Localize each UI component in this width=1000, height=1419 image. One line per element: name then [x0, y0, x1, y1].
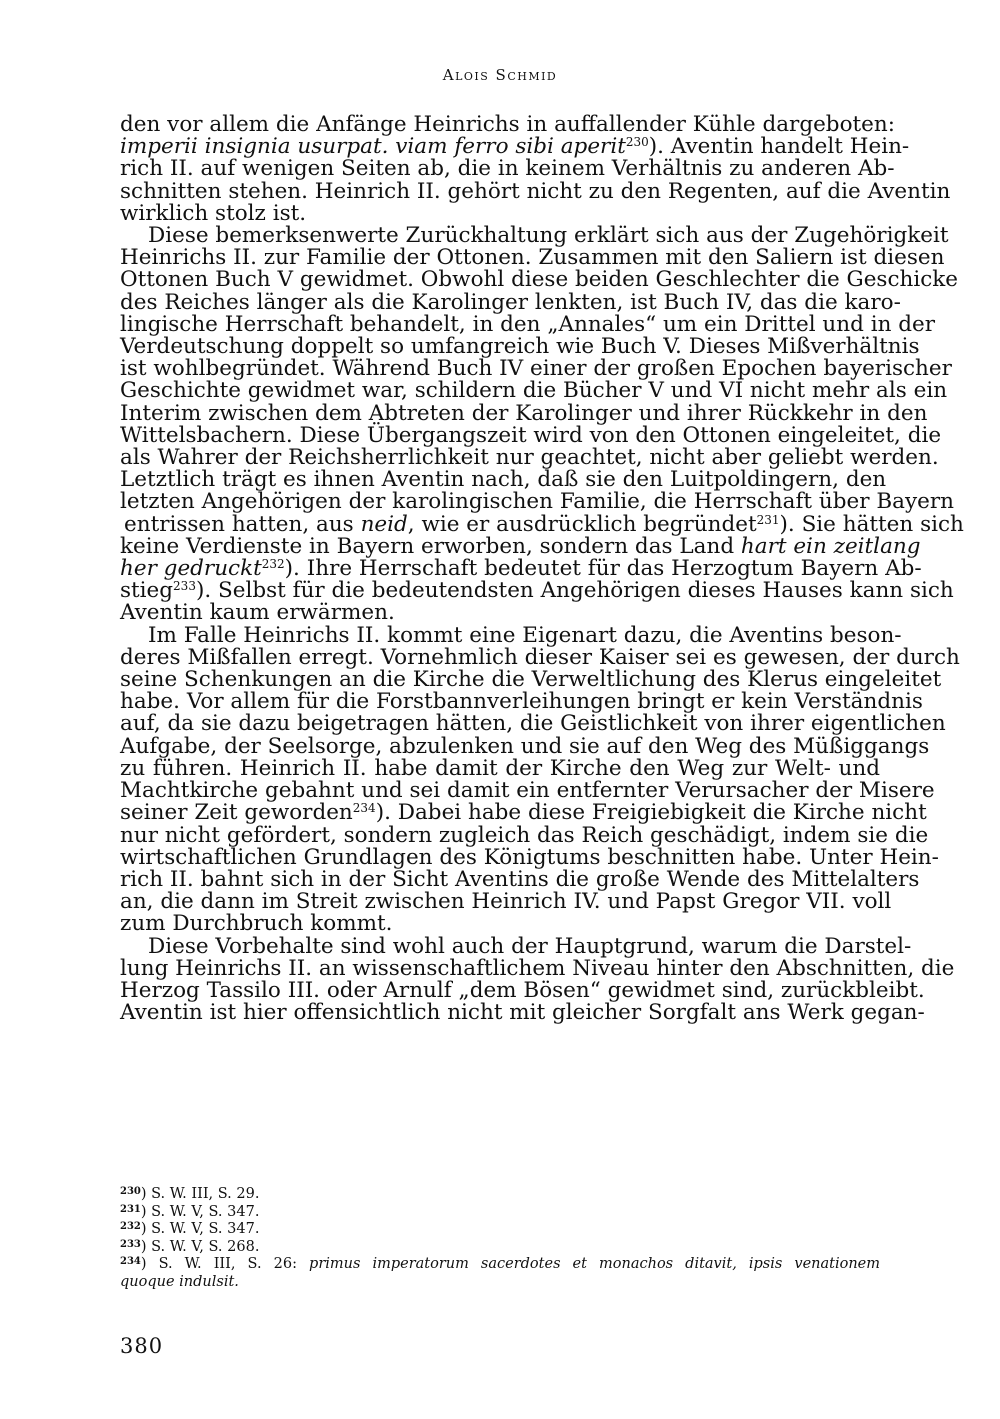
text-line: zu führen. Heinrich II. habe damit der Kirche den Weg zur Welt- und [120, 755, 880, 781]
footnote: $^{234}$) S. W. III, S. 26: primus imperatorum sacerdotes et monachos ditavit, ipsis venationem [120, 1256, 880, 1273]
text-line: Aventin kaum erwärmen. [120, 600, 395, 626]
footnote-number: 233 [120, 1238, 141, 1250]
footnote: $^{232}$) S. W. V, S. 347. [120, 1221, 260, 1238]
text-line: Aventin ist hier offensichtlich nicht mit gleicher Sorgfalt ans Werk gegan- [120, 1000, 925, 1026]
text-line: Interim zwischen dem Abtreten der Karolinger und ihrer Rückkehr in den [120, 400, 928, 426]
text-line: als Wahrer der Reichsherrlichkeit nur geachtet, nicht aber geliebt werden. [120, 445, 939, 471]
footnote-ref: 230 [625, 135, 649, 150]
text-line: Im Falle Heinrichs II. kommt eine Eigenart dazu, die Aventins beson- [148, 622, 902, 648]
text-line: rich II. auf wenigen Seiten ab, die in keinem Verhältnis zu anderen Ab- [120, 156, 895, 182]
text-line: rich II. bahnt sich in der Sicht Aventins die große Wende des Mittelalters [120, 866, 920, 892]
body-text [120, 112, 964, 1026]
text-line: Ottonen Buch V gewidmet. Obwohl diese beiden Geschlechter die Geschicke [120, 267, 959, 293]
footnote-number: 230 [120, 1186, 141, 1197]
footnote-ref: 232 [261, 557, 285, 572]
text-line: keine Verdienste in Bayern erworben, sondern das Land hart ein zeitlang [120, 533, 921, 559]
text-line: Machtkirche gebahnt und sei damit ein entfernter Verursacher der Misere [120, 778, 935, 804]
footnote-italic: primus imperatorum sacerdotes et monachos ditavit, ipsis venationem [309, 1256, 880, 1273]
text-line: Aufgabe, der Seelsorge, abzulenken und sie auf den Weg des Müßiggangs [120, 733, 930, 759]
text-line: lingische Herrschaft behandelt, in den „Annales“ um ein Drittel und in der [120, 311, 936, 337]
italic-quote: neid [360, 511, 408, 537]
text-line: nur nicht gefördert, sondern zugleich das Reich geschädigt, indem sie die [120, 822, 929, 848]
text-line: Diese bemerksenwerte Zurückhaltung erklärt sich aus der Zugehörigkeit [148, 223, 949, 249]
text-line: entrissen hatten, aus neid, wie er ausdrücklich begründet$^{231}$). Sie hätten sich [124, 511, 964, 537]
text-line: stieg$^{233}$). Selbst für die bedeutendsten Angehörigen dieses Hauses kann sich [120, 578, 954, 604]
italic-quote: imperii insignia usurpat. viam ferro sibi aperit [120, 134, 626, 160]
italic-quote: hart ein zeitlang [740, 533, 921, 559]
text-line: wirklich stolz ist. [120, 200, 307, 226]
text-line: Diese Vorbehalte sind wohl auch der Hauptgrund, warum die Darstel- [148, 933, 912, 959]
text-line: Geschichte gewidmet war, schildern die Bücher V und VI nicht mehr als ein [120, 378, 948, 404]
text-line: Letztlich trägt es ihnen Aventin nach, daß sie den Luitpoldingern, den [120, 467, 887, 493]
page-number: 380 [120, 1334, 164, 1358]
text-line: her gedruckt$^{232}$). Ihre Herrschaft bedeutet für das Herzogtum Bayern Ab- [120, 556, 922, 582]
footnote-number: 231 [120, 1203, 141, 1215]
text-line: ist wohlbegründet. Während Buch IV einer der großen Epochen bayerischer [120, 356, 952, 382]
text-line: seine Schenkungen an die Kirche die Verweltlichung des Klerus eingeleitet [120, 667, 942, 693]
text-line: seiner Zeit geworden$^{234}$). Dabei habe diese Freigiebigkeit die Kirche nicht [120, 800, 927, 826]
footnotes [120, 1186, 880, 1292]
footnote: $^{230}$) S. W. III, S. 29. [120, 1186, 260, 1202]
footnote-number: 232 [120, 1221, 141, 1233]
text-line: Herzog Tassilo III. oder Arnulf „dem Bösen“ gewidmet sind, zurückbleibt. [120, 977, 925, 1003]
footnote-ref: 234 [352, 801, 376, 816]
text-line: schnitten stehen. Heinrich II. gehört nicht zu den Regenten, auf die Aventin [120, 178, 951, 204]
text-line: deres Mißfallen erregt. Vornehmlich dieser Kaiser sei es gewesen, der durch [120, 644, 960, 670]
footnote: $^{231}$) S. W. V, S. 347. [120, 1203, 260, 1220]
text-line: den vor allem die Anfänge Heinrichs in auffallender Kühle dargeboten: [120, 112, 895, 137]
text-line: wirtschaftlichen Grundlagen des Königtums beschnitten habe. Unter Hein- [120, 844, 939, 870]
text-line: des Reiches länger als die Karolinger lenkten, ist Buch IV, das die karo- [120, 289, 901, 315]
text-line: habe. Vor allem für die Forstbannverleihungen bringt er kein Verständnis [120, 689, 923, 715]
text-line: Heinrichs II. zur Familie der Ottonen. Zusammen mit den Saliern ist diesen [120, 245, 945, 271]
italic-quote: her gedruckt [120, 556, 262, 582]
footnote-number: 234 [120, 1256, 141, 1268]
text-line: Wittelsbachern. Diese Übergangszeit wird von den Ottonen eingeleitet, die [120, 422, 942, 448]
text-line: auf, da sie dazu beigetragen hätten, die Geistlichkeit von ihrer eigentlichen [120, 711, 946, 737]
footnote-ref: 231 [756, 512, 780, 527]
text-line: Verdeutschung doppelt so umfangreich wie Buch V. Dieses Mißverhältnis [120, 334, 920, 360]
text-line: letzten Angehörigen der karolingischen Familie, die Herrschaft über Bayern [120, 489, 954, 515]
text-line: lung Heinrichs II. an wissenschaftlichem Niveau hinter den Abschnitten, die [120, 955, 955, 981]
footnote: $^{233}$) S. W. V, S. 268. [120, 1238, 260, 1255]
text-line: zum Durchbruch kommt. [120, 911, 393, 937]
footnote-ref: 233 [173, 579, 196, 594]
text-line: imperii insignia usurpat. viam ferro sibi aperit$^{230}$). Aventin handelt Hein- [120, 134, 910, 160]
running-head: Alois Schmid [442, 66, 558, 84]
footnote-continuation: quoque indulsit. [120, 1273, 239, 1290]
text-line: an, die dann im Streit zwischen Heinrich IV. und Papst Gregor VII. voll [120, 889, 892, 915]
